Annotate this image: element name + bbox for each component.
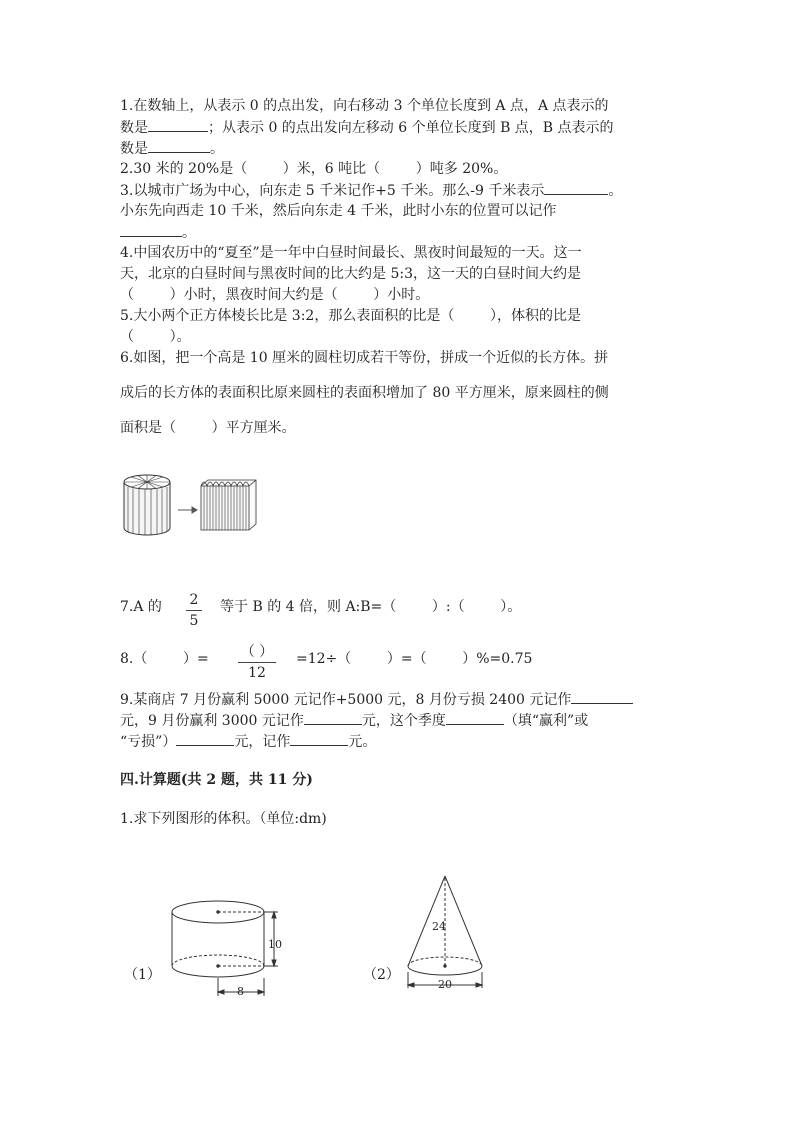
arrow-right-icon — [178, 507, 197, 513]
q6-line1: 6.如图，把一个高是 10 厘米的圆柱切成若干等份，拼成一个近似的长方体。拼 — [120, 350, 609, 366]
q7-fraction-numerator: 2 — [189, 592, 199, 608]
q8-fraction-numerator[interactable]: （ ） — [240, 644, 274, 660]
q8-fraction-denominator: 12 — [248, 665, 266, 681]
q1-answer-blank-a[interactable] — [148, 117, 208, 132]
fig2-label: （2） — [363, 967, 400, 983]
q9-line3 — [120, 731, 376, 752]
fig2-cone-figure — [404, 872, 490, 994]
q8-fraction — [238, 643, 276, 682]
q9-answer-blank-e[interactable] — [290, 731, 348, 746]
q8-suffix: =12÷（ ）=（ ）%=0.75 — [296, 651, 533, 667]
q6-line3: 面积是（ ）平方厘米。 — [120, 420, 296, 436]
q9-line3-text-b: 元，记作 — [234, 734, 291, 750]
q3-answer-blank-b[interactable] — [120, 222, 182, 237]
q1-answer-blank-b[interactable] — [148, 138, 210, 153]
q9-line3-text-c: 元。 — [348, 734, 377, 750]
q3-answer-blank-a[interactable] — [544, 180, 608, 195]
q8-fraction-bar — [238, 662, 276, 663]
cylinder-shape — [124, 475, 170, 535]
q9-answer-blank-c[interactable] — [446, 710, 504, 725]
fig2-diameter-label: 20 — [438, 978, 452, 991]
q3-line1-text-b: 。 — [608, 183, 623, 199]
q8-prefix: 8.（ ）= — [120, 651, 209, 667]
q9-answer-blank-d[interactable] — [176, 731, 234, 746]
fig1-label: （1） — [124, 967, 161, 983]
q1-line3 — [120, 138, 224, 159]
section4-heading: 四.计算题(共 2 题，共 11 分) — [120, 772, 313, 788]
q1-line3-text-b: 。 — [210, 141, 224, 157]
q6-cylinder-to-prism-figure — [118, 470, 268, 540]
q9-answer-blank-a[interactable] — [571, 689, 633, 704]
q4-line2: 天，北京的白昼时间与黑夜时间的比大约是 5:3，这一天的白昼时间大约是 — [120, 266, 581, 282]
section4-q1: 1.求下列图形的体积。（单位:dm) — [120, 811, 327, 827]
q3-line3 — [120, 222, 196, 243]
fig2-height-label: 24 — [432, 920, 446, 933]
fig1-height-label: 10 — [268, 938, 282, 951]
fig1-cylinder-figure — [170, 896, 290, 1002]
q1-line2-text-a: 数是 — [120, 120, 148, 136]
q9-line3-text-a: “亏损”） — [120, 734, 177, 750]
q1-line3-text-a: 数是 — [120, 141, 148, 157]
q6-line2: 成后的长方体的表面积比原来圆柱的表面积增加了 80 平方厘米，原来圆柱的侧 — [120, 385, 609, 401]
q3-line1-text-a: 3.以城市广场为中心，向东走 5 千米记作+5 千米。那么-9 千米表示 — [120, 183, 545, 199]
q4-line1: 4.中国农历中的“夏至”是一年中白昼时间最长、黑夜时间最短的一天。这一 — [120, 245, 582, 261]
prism-shape — [201, 480, 256, 530]
q9-line2-text-b: 元，这个季度 — [361, 713, 446, 729]
q5-line2: （ ）。 — [120, 329, 191, 345]
q9-answer-blank-b[interactable] — [304, 710, 362, 725]
q7-fraction-denominator: 5 — [189, 613, 199, 629]
q1-line1: 1.在数轴上，从表示 0 的点出发，向右移动 3 个单位长度到 A 点，A 点表示的 — [120, 98, 609, 114]
q9-line2-text-a: 元，9 月份赢利 3000 元记作 — [120, 713, 304, 729]
fig1-radius-label: 8 — [237, 985, 244, 998]
q2-line1: 2.30 米的 20%是（ ）米，6 吨比（ ）吨多 20%。 — [120, 161, 508, 177]
q7-prefix: 7.A 的 — [120, 599, 162, 615]
q4-line3: （ ）小时，黑夜时间大约是（ ）小时。 — [120, 287, 430, 303]
q9-line2 — [120, 710, 588, 731]
q7-suffix: 等于 B 的 4 倍，则 A:B=（ ）:（ ）。 — [220, 599, 522, 615]
q7-fraction — [186, 591, 202, 630]
q3-line1 — [120, 180, 622, 201]
q5-line1: 5.大小两个正方体棱长比是 3:2，那么表面积的比是（ ），体积的比是 — [120, 308, 581, 324]
q3-line3-text-b: 。 — [182, 225, 196, 241]
q9-line2-text-c: （填“赢利”或 — [503, 713, 589, 729]
q7-fraction-bar — [186, 610, 202, 611]
q1-line2-text-b: ；从表示 0 的点出发向左移动 6 个单位长度到 B 点，B 点表示的 — [208, 120, 614, 136]
q3-line2: 小东先向西走 10 千米，然后向东走 4 千米，此时小东的位置可以记作 — [120, 203, 557, 219]
q9-line1 — [120, 689, 633, 710]
q9-line1-text-a: 9.某商店 7 月份赢利 5000 元记作+5000 元，8 月份亏损 2400 元记作 — [120, 692, 572, 708]
q1-line2 — [120, 117, 614, 138]
